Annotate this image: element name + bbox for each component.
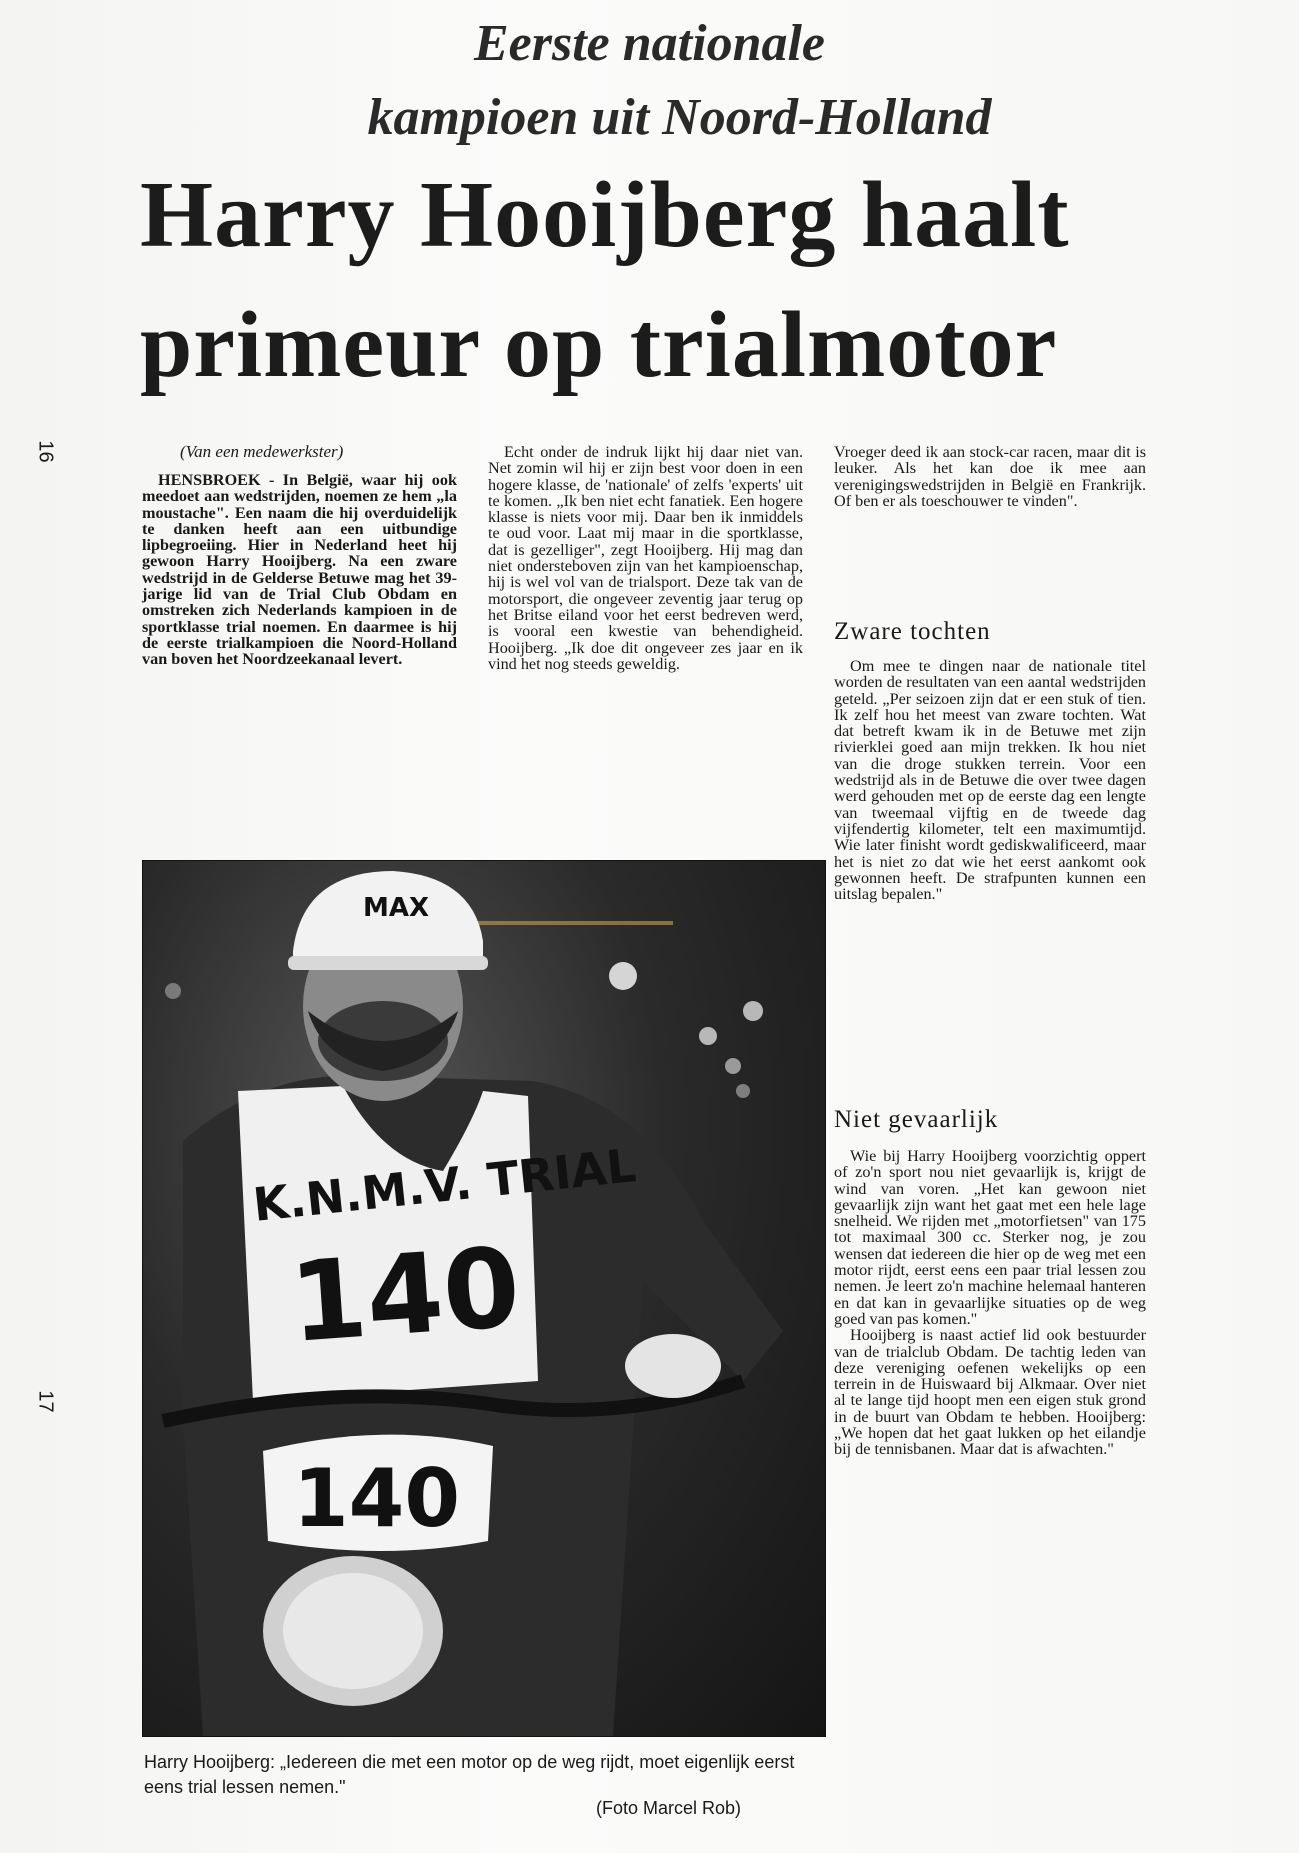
- paragraph: Om mee te dingen naar de nationale titel worden de resultaten van een aantal wedstrijden geteld. „Per seizoen zijn dat er een stuk of tien. Ik zelf hou het meest van zware tochten. Wat dat betreft kwam ik in de Betuwe met zijn rivierklei goed aan mijn trekken. Ik hou niet van die droge stukken terrein. Voor een wedstrijd als in de Betuwe die over twee dagen werd gehouden met op de eerste dag een lengte van tweemaal vijftig en de tweede dag vijfendertig kilometer, telt een maximumtijd. Wie later finisht wordt gediskwalificeerd, maar het is niet zo dat wie het eerst aankomt ook gewonnen heeft. De strafpunten kunnen een uitslag bepalen.": [834, 657, 1146, 904]
- paragraph: Echt onder de indruk lijkt hij daar niet van. Net zomin wil hij er zijn best voor doen in een hogere klasse, de 'nationale' of zelfs 'experts' uit te komen. „Ik ben niet echt fanatiek. Een hogere klasse is niets voor mij. Daar ben ik inmiddels te oud voor. Laat mij maar in die sportklasse, dat is gezelliger", zegt Hooijberg. Hij mag dan niet ondersteboven zijn van het kampioenschap, hij is wel vol van de trialsport. Deze tak van de motorsport, die ongeveer zeventig jaar terug op het Britse eiland voor het eerst bedreven werd, is vooral een kwestie van behendigheid. Hooijberg. „Ik doe dit ongeveer zes jaar en ik vind het nog steeds geweldig.: [488, 443, 803, 673]
- headline-line-1: Harry Hooijberg haalt: [140, 163, 1070, 267]
- kicker-line-2: kampioen uit Noord-Holland: [367, 89, 992, 146]
- article-column-3-intro: [834, 444, 1146, 509]
- photo-rider: [142, 860, 826, 1737]
- article-column-1: [142, 472, 457, 668]
- subheading-zware-tochten: Zware tochten: [834, 618, 991, 645]
- kicker-line-1: Eerste nationale: [473, 15, 826, 72]
- article-column-3-part-2: [834, 658, 1146, 902]
- plate-number: 140: [293, 1452, 460, 1545]
- paragraph: HENSBROEK - In België, waar hij ook meedoet aan wedstrijden, noemen ze hem „la moustache". Een naam die hij overduidelijk te danken heeft aan een uitbundige lipbegroeiing. Hier in Nederland heet hij gewoon Harry Hooijberg. Na een zware wedstrijd in de Gelderse Betuwe mag het 39-jarige lid van de Trial Club Obdam en omstreken zich Nederlands kampioen in de sportklasse trial noemen. En daarmee is hij de eerste trialkampioen die Noord-Holland van boven het Noordzeekanaal levert.: [142, 471, 457, 669]
- paragraph: Vroeger deed ik aan stock-car racen, maar dit is leuker. Als het kan doe ik mee aan verenigingswedstrijden in België en Frankrijk. Of ben er als toeschouwer te vinden".: [834, 443, 1146, 510]
- subheading-niet-gevaarlijk: Niet gevaarlijk: [834, 1106, 999, 1133]
- paragraph: Hooijberg is naast actief lid ook bestuurder van de trialclub Obdam. De tachtig leden van deze vereniging oefenen wekelijks op een terrein in de Huiswaard bij Alkmaar. Over niet al te lange tijd hoopt men een eigen stuk grond in de buurt van Obdam te hebben. Hooijberg: „We hopen dat het gaat lukken op het eilandje bij de tennisbanen. Maar dat is afwachten.": [834, 1326, 1146, 1459]
- helmet-text: MAX: [363, 893, 430, 923]
- article-column-2: [488, 444, 803, 672]
- headline-line-2: primeur op trialmotor: [140, 293, 1058, 397]
- bib-number: 140: [285, 1223, 524, 1367]
- photo-illustration: [143, 861, 825, 1736]
- page-number-17: 17: [34, 1390, 57, 1413]
- page-number-16: 16: [34, 440, 57, 463]
- photo-credit: (Foto Marcel Rob): [596, 1798, 742, 1818]
- article-column-3-part-3: [834, 1148, 1146, 1458]
- byline: (Van een medewerkster): [180, 442, 344, 461]
- paragraph: Wie bij Harry Hooijberg voorzichtig oppert of zo'n sport nou niet gevaarlijk is, krijgt de wind van voren. „Het kan gewoon niet gevaarlijk zijn want het gaat met een hele lage snelheid. We rijden met „motorfietsen" van 175 tot maximaal 300 cc. Sterker nog, je zou wensen dat iedereen die hier op de weg met een motor rijdt, eerst eens een paar trial lessen zou nemen. Je leert zo'n machine helemaal hanteren en dat kan in gevaarlijke situaties op de weg goed van pas komen.": [834, 1147, 1146, 1328]
- bib-line-1: K.N.M.V. TRIAL: [250, 1138, 639, 1232]
- photo-caption: Harry Hooijberg: „Iedereen die met een motor op de weg rijdt, moet eigenlijk eerst eens trial lessen nemen.": [144, 1752, 795, 1797]
